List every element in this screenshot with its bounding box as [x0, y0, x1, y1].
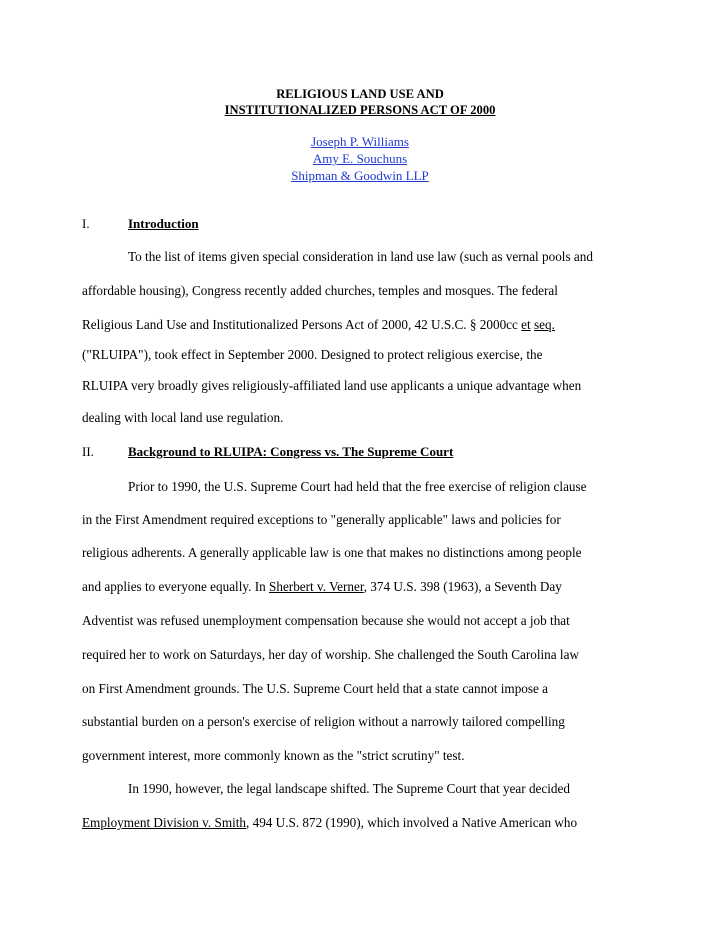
paragraph-line: Religious Land Use and Institutionalized Persons Act of 2000, 42 U.S.C. § 2000cc et seq.: [82, 317, 555, 332]
paragraph-line: ("RLUIPA"), took effect in September 2000. Designed to protect religious exercise, the: [82, 347, 543, 362]
case-citation: Employment Division v. Smith: [82, 815, 246, 830]
paragraph-line: affordable housing), Congress recently added churches, temples and mosques. The federal: [82, 283, 558, 298]
firm-link[interactable]: Shipman & Goodwin LLP: [291, 168, 429, 183]
paragraph-line: required her to work on Saturdays, her day of worship. She challenged the South Carolina law: [82, 647, 579, 662]
case-citation: Sherbert v. Verner: [269, 579, 364, 594]
paragraph-line: RLUIPA very broadly gives religiously-affiliated land use applicants a unique advantage when: [82, 378, 582, 393]
author-list: [0, 133, 720, 184]
title-line-2: INSTITUTIONALIZED PERSONS ACT OF 2000: [224, 103, 496, 117]
section-number: I.: [82, 216, 90, 231]
paragraph-line: To the list of items given special consideration in land use law (such as vernal pools and: [128, 249, 593, 264]
paragraph-line: Adventist was refused unemployment compensation because she would not accept a job that: [82, 613, 570, 628]
paragraph-line: and applies to everyone equally. In Sherbert v. Verner, 374 U.S. 398 (1963), a Seventh Day: [82, 579, 562, 594]
author-link[interactable]: Joseph P. Williams: [311, 134, 409, 149]
paragraph-line: in the First Amendment required exceptions to "generally applicable" laws and policies for: [82, 512, 561, 527]
paragraph-line: dealing with local land use regulation.: [82, 410, 284, 425]
section-title: Introduction: [128, 216, 199, 231]
paragraph-line: Employment Division v. Smith, 494 U.S. 872 (1990), which involved a Native American who: [82, 815, 578, 830]
author-link[interactable]: Amy E. Souchuns: [312, 151, 408, 166]
paragraph-line: on First Amendment grounds. The U.S. Supreme Court held that a state cannot impose a: [82, 681, 549, 696]
paragraph-line: Prior to 1990, the U.S. Supreme Court had held that the free exercise of religion clause: [128, 479, 587, 494]
paragraph-line: In 1990, however, the legal landscape shifted. The Supreme Court that year decided: [128, 781, 570, 796]
section-title: Background to RLUIPA: Congress vs. The Supreme Court: [128, 444, 454, 459]
section-number: II.: [82, 444, 94, 459]
paragraph-line: religious adherents. A generally applicable law is one that makes no distinctions among people: [82, 545, 582, 560]
paragraph-line: substantial burden on a person's exercise of religion without a narrowly tailored compelling: [82, 714, 565, 729]
paragraph-line: government interest, more commonly known as the "strict scrutiny" test.: [82, 748, 465, 763]
title-line-1: RELIGIOUS LAND USE AND: [276, 87, 444, 101]
